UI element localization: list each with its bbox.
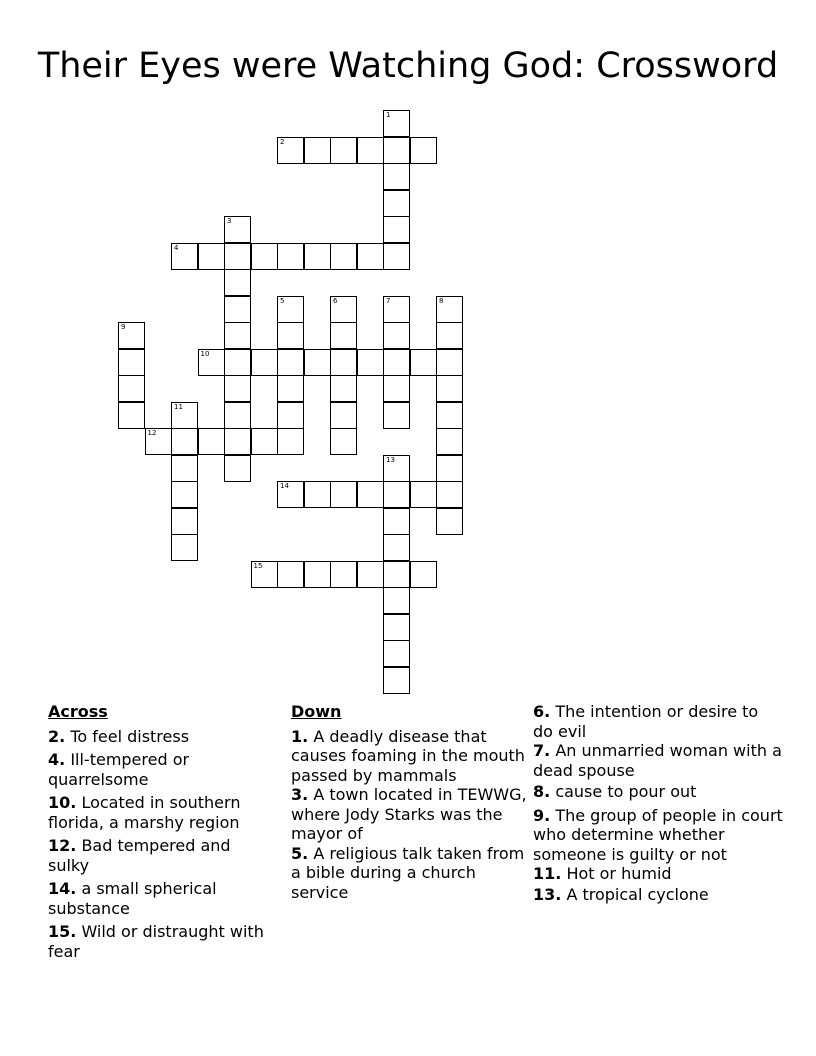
grid-cell[interactable] [330,375,357,402]
grid-cell[interactable] [330,243,357,270]
cell-number: 6 [333,296,338,305]
grid-cell[interactable] [224,243,251,270]
grid-cell[interactable] [251,243,278,270]
grid-cell[interactable] [383,614,410,641]
grid-cell[interactable] [304,561,331,588]
clue-down-6: 6. The intention or desire to do evil [533,702,759,741]
cell-number: 15 [253,561,263,570]
across-heading: Across [48,702,108,721]
grid-cell[interactable] [330,322,357,349]
grid-cell[interactable] [410,349,437,376]
cell-number: 7 [386,296,391,305]
grid-cell[interactable] [330,296,357,323]
clue-down-9: 9. The group of people in court who determine whether someone is guilty or not [533,805,783,864]
clue-down-3: 3. A town located in TEWWG, where Jody Starks was the mayor of [291,785,527,843]
grid-cell[interactable] [277,349,304,376]
grid-cell[interactable] [304,243,331,270]
grid-cell[interactable] [251,561,278,588]
grid-cell[interactable] [251,428,278,455]
grid-cell[interactable] [383,402,410,429]
clue-across-12: 12. Bad tempered and sulky [48,836,231,875]
clue-down-1: 1. A deadly disease that causes foaming in the mouth passed by mammals [291,726,525,785]
grid-cell[interactable] [383,243,410,270]
grid-cell[interactable] [436,322,463,349]
down-clues-continued [533,702,783,904]
clue-across-10: 10. Located in southern florida, a marshy region [48,793,241,832]
cell-number: 1 [386,111,391,119]
grid-cell[interactable] [171,455,198,482]
grid-cell[interactable] [436,296,463,323]
grid-cell[interactable] [277,296,304,323]
grid-cell[interactable] [118,375,145,402]
grid-cell[interactable] [277,402,304,429]
grid-cell[interactable] [224,428,251,455]
grid-cell[interactable] [383,534,410,561]
clue-down-5: 5. A religious talk taken from a bible during a church service [291,843,525,902]
grid-cell[interactable] [410,137,437,164]
grid-cell[interactable] [304,349,331,376]
grid-cell[interactable] [383,375,410,402]
grid-cell[interactable] [118,402,145,429]
grid-cell[interactable] [357,243,384,270]
grid-cell[interactable] [171,508,198,535]
grid-cell[interactable] [118,322,145,349]
cell-number: 8 [439,296,444,305]
grid-cell[interactable] [383,110,410,137]
grid-cell[interactable] [251,349,278,376]
cell-number: 10 [200,349,210,358]
grid-cell[interactable] [383,190,410,217]
grid-cell[interactable] [436,402,463,429]
grid-cell[interactable] [304,137,331,164]
grid-cell[interactable] [277,322,304,349]
grid-cell[interactable] [277,137,304,164]
grid-cell[interactable] [436,455,463,482]
grid-cell[interactable] [198,428,225,455]
cell-number: 9 [121,323,126,331]
grid-cell[interactable] [383,216,410,243]
grid-cell[interactable] [171,428,198,455]
grid-cell[interactable] [436,428,463,455]
grid-cell[interactable] [224,349,251,376]
cell-number: 4 [174,243,179,252]
grid-cell[interactable] [330,402,357,429]
grid-cell[interactable] [383,322,410,349]
grid-cell[interactable] [383,137,410,164]
grid-cell[interactable] [436,508,463,535]
grid-cell[interactable] [277,428,304,455]
grid-cell[interactable] [357,481,384,508]
grid-cell[interactable] [224,455,251,482]
grid-cell[interactable] [224,375,251,402]
grid-cell[interactable] [383,296,410,323]
down-clues [291,702,527,902]
grid-cell[interactable] [330,561,357,588]
grid-cell[interactable] [436,375,463,402]
grid-cell[interactable] [383,640,410,667]
grid-cell[interactable] [330,428,357,455]
grid-cell[interactable] [224,216,251,243]
clue-across-4: 4. Ill-tempered or quarrelsome [48,750,190,789]
grid-cell[interactable] [330,481,357,508]
grid-cell[interactable] [118,349,145,376]
clue-down-11: 11. Hot or humid [533,864,672,883]
cell-number: 5 [280,296,285,305]
grid-cell[interactable] [145,428,172,455]
grid-cell[interactable] [277,375,304,402]
clue-down-7: 7. An unmarried woman with a dead spouse [533,741,782,780]
grid-cell[interactable] [410,561,437,588]
grid-cell[interactable] [383,481,410,508]
grid-cell[interactable] [357,137,384,164]
grid-cell[interactable] [224,296,251,323]
grid-cell[interactable] [436,349,463,376]
grid-cell[interactable] [171,481,198,508]
grid-cell[interactable] [224,402,251,429]
grid-cell[interactable] [357,349,384,376]
grid-cell[interactable] [198,349,225,376]
grid-cell[interactable] [383,455,410,482]
clue-down-8: 8. cause to pour out [533,782,697,801]
grid-cell[interactable] [171,534,198,561]
grid-cell[interactable] [383,561,410,588]
cell-number: 13 [386,455,395,464]
grid-cell[interactable] [383,349,410,376]
grid-cell[interactable] [383,163,410,190]
cell-number: 11 [174,402,183,411]
grid-cell[interactable] [357,561,384,588]
grid-cell[interactable] [198,243,225,270]
grid-cell[interactable] [224,269,251,296]
down-heading: Down [291,702,342,721]
clue-across-2: 2. To feel distress [48,726,190,746]
across-clues [48,702,273,965]
grid-cell[interactable] [436,481,463,508]
grid-cell[interactable] [304,481,331,508]
grid-cell[interactable] [171,402,198,429]
grid-cell[interactable] [383,508,410,535]
clue-across-14: 14. a small spherical substance [48,879,217,918]
grid-cell[interactable] [330,349,357,376]
grid-cell[interactable] [330,137,357,164]
page-title: Their Eyes were Watching God: Crossword [37,46,779,86]
cell-number: 12 [147,429,157,437]
grid-cell[interactable] [383,587,410,614]
cell-number: 14 [280,482,289,490]
clue-down-13: 13. A tropical cyclone [533,884,709,904]
cell-number: 2 [280,137,285,146]
grid-cell[interactable] [277,561,304,588]
clue-across-15: 15. Wild or distraught with fear [48,922,264,961]
grid-cell[interactable] [277,481,304,508]
cell-number: 3 [227,217,232,225]
grid-cell[interactable] [171,243,198,270]
grid-cell[interactable] [224,322,251,349]
grid-cell[interactable] [277,243,304,270]
grid-cell[interactable] [383,667,410,694]
grid-cell[interactable] [410,481,437,508]
